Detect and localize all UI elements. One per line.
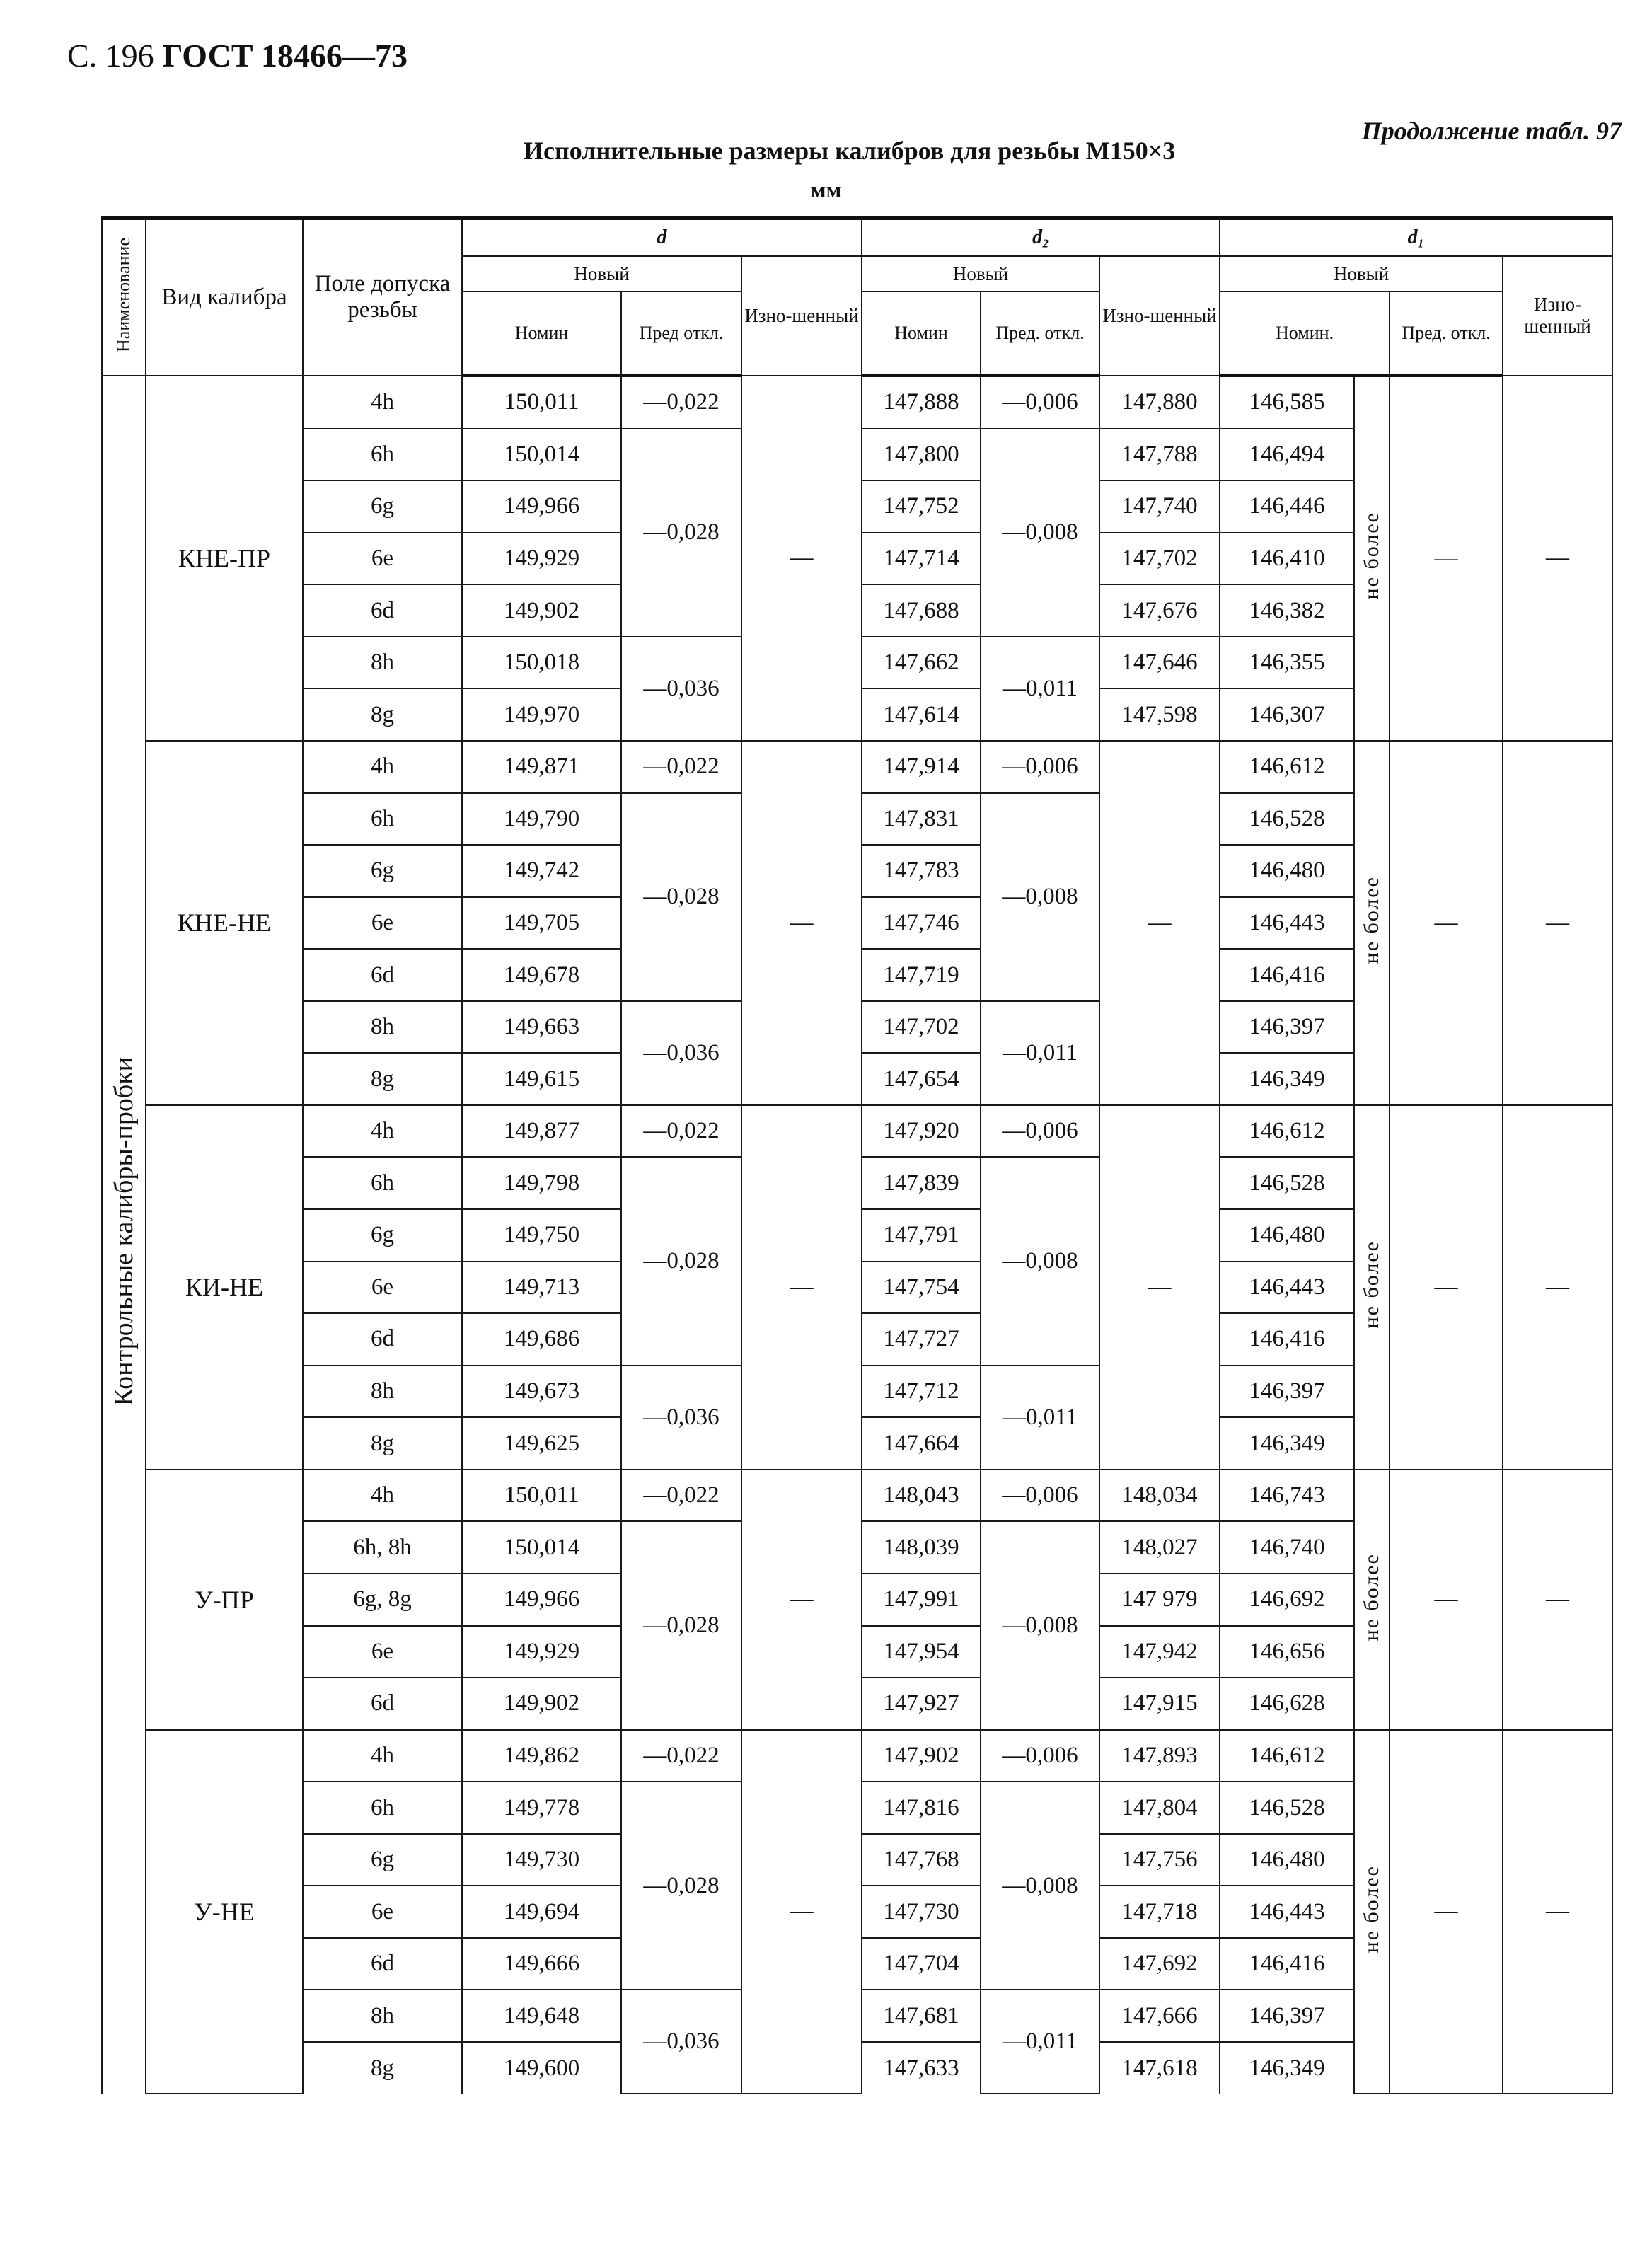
d2-worn: 147,666 <box>1099 1990 1220 2042</box>
d2-nominal: 147,754 <box>862 1262 981 1314</box>
d2-nominal: 147,888 <box>862 376 981 429</box>
d-nominal: 149,600 <box>462 2042 621 2094</box>
page-header <box>67 37 408 74</box>
tolerance-field: 8h <box>303 1001 462 1054</box>
gauge-kind: У-ПР <box>146 1470 303 1730</box>
d-nominal: 149,615 <box>462 1053 621 1105</box>
d2-nominal: 147,662 <box>862 637 981 689</box>
d1-deviation: — <box>1390 741 1503 1105</box>
gauge-dimensions-table <box>101 216 1613 2094</box>
d-nominal: 149,750 <box>462 1209 621 1262</box>
d-nominal: 149,673 <box>462 1366 621 1418</box>
d-nominal: 150,014 <box>462 1521 621 1574</box>
d-nominal: 150,011 <box>462 1470 621 1522</box>
tolerance-field: 4h <box>303 1470 462 1522</box>
tolerance-field: 6g <box>303 1834 462 1886</box>
d-deviation: —0,022 <box>621 1730 741 1782</box>
header-d: d <box>462 218 862 256</box>
d1-nominal: 146,528 <box>1220 793 1354 846</box>
header-d2: d₂ <box>862 218 1220 256</box>
d-nominal: 149,966 <box>462 480 621 533</box>
d2-deviation: —0,008 <box>981 1782 1099 1990</box>
d-nominal: 149,798 <box>462 1157 621 1209</box>
d2-nominal: 147,902 <box>862 1730 981 1782</box>
d2-deviation: —0,011 <box>981 1366 1099 1470</box>
d-nominal: 149,686 <box>462 1313 621 1366</box>
header-d1: d₁ <box>1220 218 1612 256</box>
d-nominal: 149,713 <box>462 1262 621 1314</box>
d2-nominal: 147,688 <box>862 584 981 637</box>
d1-nominal: 146,480 <box>1220 1209 1354 1262</box>
d2-worn: 147,702 <box>1099 533 1220 585</box>
d2-worn: 147,692 <box>1099 1938 1220 1990</box>
d2-worn: — <box>1099 741 1220 1105</box>
d2-worn: 147,718 <box>1099 1886 1220 1938</box>
d-worn: — <box>741 1730 862 2094</box>
d2-deviation: —0,008 <box>981 1157 1099 1365</box>
table-continuation-note: Продолжение табл. 97 <box>1361 117 1622 145</box>
d2-deviation: —0,006 <box>981 376 1099 429</box>
d1-nominal: 146,612 <box>1220 1105 1354 1158</box>
d2-worn: 147,788 <box>1099 429 1220 481</box>
d2-nominal: 147,702 <box>862 1001 981 1054</box>
d2-worn: 148,027 <box>1099 1521 1220 1574</box>
d-worn: — <box>741 376 862 741</box>
d1-nominal: 146,443 <box>1220 1886 1354 1938</box>
gauge-kind: КНЕ-ПР <box>146 376 303 741</box>
d1-limit-note-text: не более <box>1360 1552 1384 1641</box>
d2-nominal: 147,654 <box>862 1053 981 1105</box>
d2-worn: 147,893 <box>1099 1730 1220 1782</box>
d-deviation: —0,022 <box>621 1105 741 1158</box>
d1-nominal: 146,743 <box>1220 1470 1354 1522</box>
tolerance-field: 6h <box>303 793 462 846</box>
d1-worn: — <box>1503 1730 1612 2094</box>
d1-nominal: 146,656 <box>1220 1626 1354 1678</box>
d1-nominal: 146,410 <box>1220 533 1354 585</box>
tolerance-field: 6e <box>303 1626 462 1678</box>
d1-nominal: 146,397 <box>1220 1990 1354 2042</box>
tolerance-field: 4h <box>303 376 462 429</box>
d-deviation: —0,028 <box>621 1157 741 1365</box>
d-nominal: 149,705 <box>462 897 621 950</box>
d2-nominal: 147,752 <box>862 480 981 533</box>
section-label <box>102 376 146 2094</box>
header-new-d: Новый <box>462 256 741 292</box>
tolerance-field: 6e <box>303 1886 462 1938</box>
tolerance-field: 6d <box>303 1678 462 1730</box>
d-deviation: —0,028 <box>621 429 741 637</box>
d-nominal: 149,663 <box>462 1001 621 1054</box>
d2-nominal: 147,730 <box>862 1886 981 1938</box>
d-nominal: 149,929 <box>462 1626 621 1678</box>
tolerance-field: 6h <box>303 1782 462 1834</box>
d1-nominal: 146,397 <box>1220 1001 1354 1054</box>
d1-worn: — <box>1503 741 1612 1105</box>
d-deviation: —0,036 <box>621 1001 741 1105</box>
d1-limit-note <box>1354 376 1390 741</box>
d-deviation: —0,028 <box>621 1521 741 1729</box>
gauge-kind: КНЕ-НЕ <box>146 741 303 1105</box>
gauge-kind: У-НЕ <box>146 1730 303 2094</box>
d1-limit-note-text: не более <box>1360 1240 1384 1329</box>
header-new-d1: Новый <box>1220 256 1503 292</box>
d-nominal: 149,902 <box>462 1678 621 1730</box>
d-nominal: 149,778 <box>462 1782 621 1834</box>
d2-worn: 147,804 <box>1099 1782 1220 1834</box>
d-nominal: 150,011 <box>462 376 621 429</box>
d2-deviation: —0,011 <box>981 1001 1099 1105</box>
d1-nominal: 146,416 <box>1220 1313 1354 1366</box>
d2-worn: 147,756 <box>1099 1834 1220 1886</box>
d1-nominal: 146,307 <box>1220 688 1354 741</box>
table-row <box>102 376 1612 429</box>
header-deviation-d1: Пред. откл. <box>1390 292 1503 376</box>
d2-nominal: 147,839 <box>862 1157 981 1209</box>
d-deviation: —0,028 <box>621 1782 741 1990</box>
d-nominal: 149,694 <box>462 1886 621 1938</box>
d1-limit-note <box>1354 1470 1390 1730</box>
d-deviation: —0,036 <box>621 1366 741 1470</box>
header-nominal-d2: Номин <box>862 292 981 376</box>
d2-nominal: 148,039 <box>862 1521 981 1574</box>
d2-nominal: 147,714 <box>862 533 981 585</box>
header-new-d2: Новый <box>862 256 1099 292</box>
d2-nominal: 147,816 <box>862 1782 981 1834</box>
tolerance-field: 8h <box>303 637 462 689</box>
d2-nominal: 147,681 <box>862 1990 981 2042</box>
tolerance-field: 8h <box>303 1990 462 2042</box>
d2-deviation: —0,008 <box>981 793 1099 1001</box>
d-worn: — <box>741 741 862 1105</box>
tolerance-field: 6e <box>303 533 462 585</box>
tolerance-field: 6e <box>303 897 462 950</box>
d1-nominal: 146,692 <box>1220 1574 1354 1626</box>
d2-nominal: 147,768 <box>862 1834 981 1886</box>
tolerance-field: 8g <box>303 1053 462 1105</box>
d1-nominal: 146,528 <box>1220 1782 1354 1834</box>
d2-worn: 147,915 <box>1099 1678 1220 1730</box>
d2-worn: — <box>1099 1105 1220 1470</box>
d2-nominal: 147,791 <box>862 1209 981 1262</box>
d2-worn: 147,618 <box>1099 2042 1220 2094</box>
header-name: Наименование <box>102 218 146 376</box>
d1-nominal: 146,416 <box>1220 949 1354 1001</box>
d2-deviation: —0,011 <box>981 1990 1099 2094</box>
d-nominal: 149,742 <box>462 845 621 897</box>
tolerance-field: 6d <box>303 584 462 637</box>
d2-nominal: 147,712 <box>862 1366 981 1418</box>
tolerance-field: 6d <box>303 1313 462 1366</box>
d1-limit-note <box>1354 1730 1390 2094</box>
d-nominal: 149,902 <box>462 584 621 637</box>
header-kind: Вид калибра <box>146 218 303 376</box>
header-deviation-d2: Пред. откл. <box>981 292 1099 376</box>
d1-nominal: 146,416 <box>1220 1938 1354 1990</box>
d-nominal: 149,648 <box>462 1990 621 2042</box>
d1-nominal: 146,585 <box>1220 376 1354 429</box>
tolerance-field: 6h <box>303 429 462 481</box>
d1-limit-note-text: не более <box>1360 512 1384 600</box>
d2-nominal: 147,991 <box>862 1574 981 1626</box>
d2-nominal: 147,719 <box>862 949 981 1001</box>
d1-nominal: 146,494 <box>1220 429 1354 481</box>
d-deviation: —0,036 <box>621 1990 741 2094</box>
d-deviation: —0,022 <box>621 741 741 793</box>
table-units: мм <box>810 177 842 202</box>
header-nominal-d: Номин <box>462 292 621 376</box>
d2-worn: 147,880 <box>1099 376 1220 429</box>
d1-nominal: 146,612 <box>1220 1730 1354 1782</box>
d1-deviation: — <box>1390 1105 1503 1470</box>
d2-nominal: 147,914 <box>862 741 981 793</box>
tolerance-field: 4h <box>303 741 462 793</box>
d1-worn: — <box>1503 1105 1612 1470</box>
d1-nominal: 146,528 <box>1220 1157 1354 1209</box>
d1-nominal: 146,740 <box>1220 1521 1354 1574</box>
tolerance-field: 4h <box>303 1730 462 1782</box>
d2-worn: 147,676 <box>1099 584 1220 637</box>
d1-limit-note-text: не более <box>1360 876 1384 964</box>
standard-number: ГОСТ 18466—73 <box>162 37 408 74</box>
d-nominal: 149,862 <box>462 1730 621 1782</box>
d2-deviation: —0,006 <box>981 1105 1099 1158</box>
d-worn: — <box>741 1105 862 1470</box>
d2-deviation: —0,006 <box>981 1470 1099 1522</box>
d1-nominal: 146,480 <box>1220 1834 1354 1886</box>
d2-nominal: 147,927 <box>862 1678 981 1730</box>
d2-nominal: 148,043 <box>862 1470 981 1522</box>
d2-worn: 147 979 <box>1099 1574 1220 1626</box>
d1-limit-note-text: не более <box>1360 1864 1384 1953</box>
section-label-text: Контрольные калибры-пробки <box>109 1056 139 1406</box>
table-title: Исполнительные размеры калибров для резьбы М150×3 <box>524 137 1176 165</box>
d2-nominal: 147,727 <box>862 1313 981 1366</box>
tolerance-field: 6g <box>303 480 462 533</box>
d1-nominal: 146,349 <box>1220 1417 1354 1470</box>
table-row <box>102 741 1612 793</box>
d1-worn: — <box>1503 1470 1612 1730</box>
d1-nominal: 146,349 <box>1220 2042 1354 2094</box>
d1-limit-note <box>1354 1105 1390 1470</box>
d-nominal: 149,871 <box>462 741 621 793</box>
d1-limit-note <box>1354 741 1390 1105</box>
d-nominal: 149,678 <box>462 949 621 1001</box>
d2-deviation: —0,006 <box>981 741 1099 793</box>
page-number: С. 196 <box>67 37 154 74</box>
tolerance-field: 6d <box>303 1938 462 1990</box>
d1-nominal: 146,628 <box>1220 1678 1354 1730</box>
header-worn-d1: Изно-шенный <box>1503 256 1612 376</box>
d1-nominal: 146,480 <box>1220 845 1354 897</box>
header-nominal-d1: Номин. <box>1220 292 1390 376</box>
tolerance-field: 6g <box>303 1209 462 1262</box>
d2-nominal: 147,920 <box>862 1105 981 1158</box>
d1-nominal: 146,612 <box>1220 741 1354 793</box>
d1-nominal: 146,443 <box>1220 1262 1354 1314</box>
tolerance-field: 4h <box>303 1105 462 1158</box>
d-nominal: 149,929 <box>462 533 621 585</box>
d-deviation: —0,028 <box>621 793 741 1001</box>
d1-nominal: 146,355 <box>1220 637 1354 689</box>
d-nominal: 150,018 <box>462 637 621 689</box>
d2-nominal: 147,783 <box>862 845 981 897</box>
d-nominal: 149,790 <box>462 793 621 846</box>
header-deviation-d: Пред откл. <box>621 292 741 376</box>
d-nominal: 149,666 <box>462 1938 621 1990</box>
d1-deviation: — <box>1390 1470 1503 1730</box>
gauge-kind: КИ-НЕ <box>146 1105 303 1470</box>
d2-nominal: 147,800 <box>862 429 981 481</box>
table-row <box>102 1470 1612 1522</box>
d2-worn: 147,598 <box>1099 688 1220 741</box>
tolerance-field: 6h <box>303 1157 462 1209</box>
d-worn: — <box>741 1470 862 1730</box>
tolerance-field: 8g <box>303 2042 462 2094</box>
header-worn-d2: Изно-шенный <box>1099 256 1220 376</box>
d1-deviation: — <box>1390 1730 1503 2094</box>
tolerance-field: 8g <box>303 688 462 741</box>
d-deviation: —0,022 <box>621 376 741 429</box>
d2-worn: 148,034 <box>1099 1470 1220 1522</box>
d1-nominal: 146,349 <box>1220 1053 1354 1105</box>
d2-worn: 147,646 <box>1099 637 1220 689</box>
header-tolerance: Поле допуска резьбы <box>303 218 462 376</box>
d1-nominal: 146,446 <box>1220 480 1354 533</box>
table-row <box>102 1105 1612 1158</box>
d-deviation: —0,022 <box>621 1470 741 1522</box>
d-nominal: 149,966 <box>462 1574 621 1626</box>
d2-deviation: —0,006 <box>981 1730 1099 1782</box>
d2-worn: 147,740 <box>1099 480 1220 533</box>
d2-deviation: —0,008 <box>981 429 1099 637</box>
d2-nominal: 147,664 <box>862 1417 981 1470</box>
table-row <box>102 1730 1612 1782</box>
d-nominal: 149,730 <box>462 1834 621 1886</box>
tolerance-field: 6g, 8g <box>303 1574 462 1626</box>
d-nominal: 149,970 <box>462 688 621 741</box>
d2-deviation: —0,008 <box>981 1521 1099 1729</box>
tolerance-field: 6h, 8h <box>303 1521 462 1574</box>
d1-worn: — <box>1503 376 1612 741</box>
header-worn-d: Изно-шенный <box>741 256 862 376</box>
d2-nominal: 147,746 <box>862 897 981 950</box>
tolerance-field: 6d <box>303 949 462 1001</box>
d1-deviation: — <box>1390 376 1503 741</box>
d1-nominal: 146,443 <box>1220 897 1354 950</box>
d2-nominal: 147,831 <box>862 793 981 846</box>
tolerance-field: 8h <box>303 1366 462 1418</box>
d2-deviation: —0,011 <box>981 637 1099 741</box>
d1-nominal: 146,397 <box>1220 1366 1354 1418</box>
d2-nominal: 147,633 <box>862 2042 981 2094</box>
d2-nominal: 147,704 <box>862 1938 981 1990</box>
d-nominal: 149,877 <box>462 1105 621 1158</box>
d2-nominal: 147,614 <box>862 688 981 741</box>
d2-nominal: 147,954 <box>862 1626 981 1678</box>
d1-nominal: 146,382 <box>1220 584 1354 637</box>
d-nominal: 149,625 <box>462 1417 621 1470</box>
d2-worn: 147,942 <box>1099 1626 1220 1678</box>
d-deviation: —0,036 <box>621 637 741 741</box>
tolerance-field: 8g <box>303 1417 462 1470</box>
tolerance-field: 6g <box>303 845 462 897</box>
d-nominal: 150,014 <box>462 429 621 481</box>
tolerance-field: 6e <box>303 1262 462 1314</box>
